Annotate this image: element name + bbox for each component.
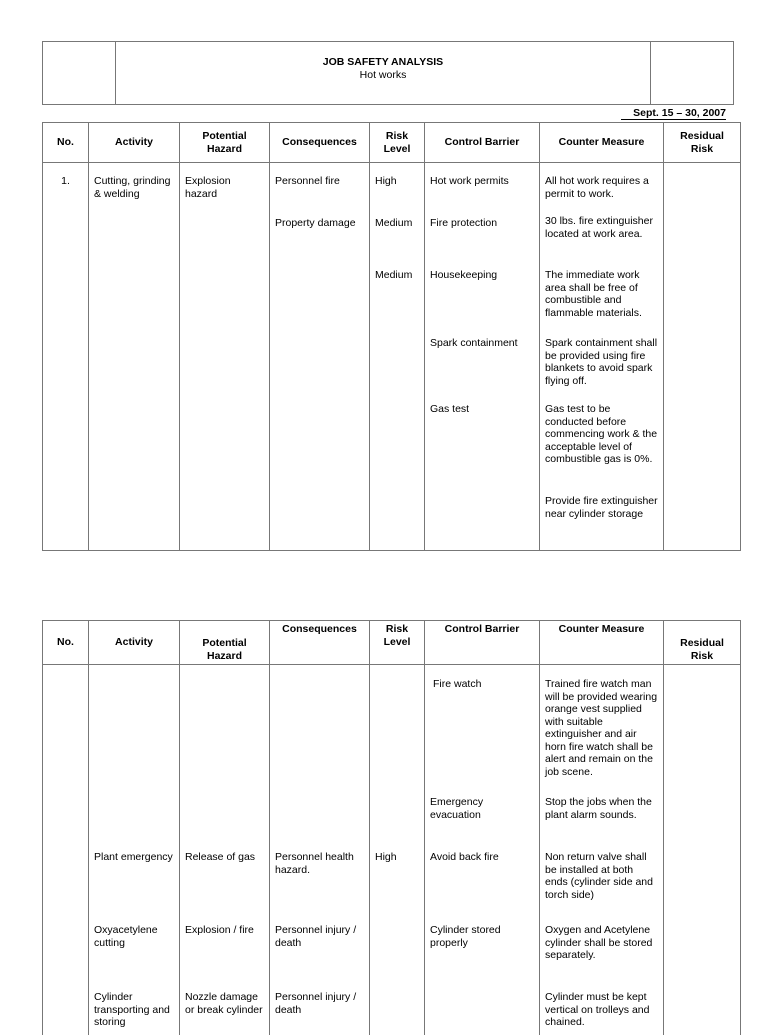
table-row bbox=[43, 163, 741, 551]
row-risk bbox=[370, 665, 425, 1035]
row-consequences bbox=[270, 163, 370, 551]
risk-item: High bbox=[375, 175, 397, 187]
barrier-item: Fire watch bbox=[433, 678, 482, 690]
table-header-row bbox=[43, 123, 741, 163]
row-hazards bbox=[180, 665, 270, 1035]
row-risk bbox=[370, 163, 425, 551]
row-barriers bbox=[425, 163, 540, 551]
col-no: No. bbox=[43, 123, 89, 163]
barrier-item: Avoid back fire bbox=[430, 851, 499, 863]
barrier-item: Spark containment bbox=[430, 337, 518, 349]
measure-item: Trained fire watch man will be provided wearing orange vest supplied with suitable extinguisher and air horn fire watch shall be alert and remain on the job scene. bbox=[545, 678, 658, 778]
risk-item: Medium bbox=[375, 269, 413, 281]
measure-item: 30 lbs. fire extinguisher located at work area. bbox=[545, 215, 653, 240]
row-residual bbox=[664, 163, 741, 551]
col-measure: Counter Measure bbox=[540, 621, 664, 665]
hazard-item: Release of gas bbox=[185, 851, 256, 863]
row-measures bbox=[540, 163, 664, 551]
header-title-cell bbox=[116, 42, 650, 104]
measure-item: Stop the jobs when the plant alarm sounds. bbox=[545, 796, 652, 821]
activity-item: Cylinder transporting and storing bbox=[94, 991, 170, 1028]
table-row bbox=[43, 665, 741, 1035]
document-header bbox=[42, 41, 734, 105]
row-consequences bbox=[270, 665, 370, 1035]
col-measure: Counter Measure bbox=[540, 123, 664, 163]
header-left-cell bbox=[43, 42, 116, 104]
row-measures bbox=[540, 665, 664, 1035]
document-date: Sept. 15 – 30, 2007 bbox=[633, 107, 726, 119]
measure-item: Gas test to be conducted before commencing work & the acceptable level of combustible gas is 0%. bbox=[545, 403, 658, 465]
col-activity: Activity bbox=[89, 621, 180, 665]
barrier-item: Fire protection bbox=[430, 217, 498, 229]
measure-item: The immediate work area shall be free of combustible and flammable materials. bbox=[545, 269, 642, 319]
col-hazard: Potential Hazard bbox=[180, 123, 270, 163]
col-activity: Activity bbox=[89, 123, 180, 163]
document-title: JOB SAFETY ANALYSIS bbox=[322, 56, 444, 68]
consequence-item: Personnel health hazard. bbox=[275, 851, 354, 876]
hazard-item: Explosion / fire bbox=[185, 924, 254, 936]
measure-item: Cylinder must be kept vertical on trolleys and chained. bbox=[545, 991, 650, 1028]
col-barrier: Control Barrier bbox=[425, 123, 540, 163]
barrier-item: Cylinder stored properly bbox=[430, 924, 501, 949]
row-residual bbox=[664, 665, 741, 1035]
document-subtitle: Hot works bbox=[359, 69, 407, 81]
activity-item: Oxyacetylene cutting bbox=[94, 924, 158, 949]
header-right-cell bbox=[650, 42, 733, 104]
col-consequences: Consequences bbox=[270, 123, 370, 163]
barrier-item: Hot work permits bbox=[430, 175, 509, 187]
col-hazard: Potential Hazard bbox=[180, 621, 270, 665]
row-no: 1. bbox=[43, 163, 89, 551]
col-risk: Risk Level bbox=[370, 621, 425, 665]
jsa-table-2 bbox=[42, 620, 741, 1035]
measure-item: All hot work requires a permit to work. bbox=[545, 175, 649, 200]
measure-item: Spark containment shall be provided using fire blankets to avoid spark flying off. bbox=[545, 337, 658, 387]
barrier-item: Housekeeping bbox=[430, 269, 498, 281]
row-no bbox=[43, 665, 89, 1035]
measure-item: Oxygen and Acetylene cylinder shall be stored separately. bbox=[545, 924, 653, 961]
col-residual: Residual Risk bbox=[664, 621, 741, 665]
row-activities bbox=[89, 665, 180, 1035]
col-risk: Risk Level bbox=[370, 123, 425, 163]
consequence-item: Personnel injury / death bbox=[275, 991, 357, 1016]
consequence-item: Personnel fire bbox=[275, 175, 340, 187]
row-barriers bbox=[425, 665, 540, 1035]
row-hazard: Explosion hazard bbox=[180, 163, 270, 551]
measure-item: Provide fire extinguisher near cylinder storage bbox=[545, 495, 658, 520]
barrier-item: Emergency evacuation bbox=[430, 796, 484, 821]
risk-item: High bbox=[375, 851, 397, 863]
hazard-item: Nozzle damage or break cylinder bbox=[185, 991, 263, 1016]
col-residual: Residual Risk bbox=[664, 123, 741, 163]
col-barrier: Control Barrier bbox=[425, 621, 540, 665]
col-no: No. bbox=[43, 621, 89, 665]
col-consequences: Consequences bbox=[270, 621, 370, 665]
jsa-table-1 bbox=[42, 122, 741, 551]
consequence-item: Property damage bbox=[275, 217, 356, 229]
date-underline bbox=[621, 119, 726, 120]
consequence-item: Personnel injury / death bbox=[275, 924, 357, 949]
table-header-row bbox=[43, 621, 741, 665]
row-activity: Cutting, grinding & welding bbox=[89, 163, 180, 551]
barrier-item: Gas test bbox=[430, 403, 470, 415]
risk-item: Medium bbox=[375, 217, 413, 229]
activity-item: Plant emergency bbox=[94, 851, 173, 863]
measure-item: Non return valve shall be installed at both ends (cylinder side and torch side) bbox=[545, 851, 653, 901]
